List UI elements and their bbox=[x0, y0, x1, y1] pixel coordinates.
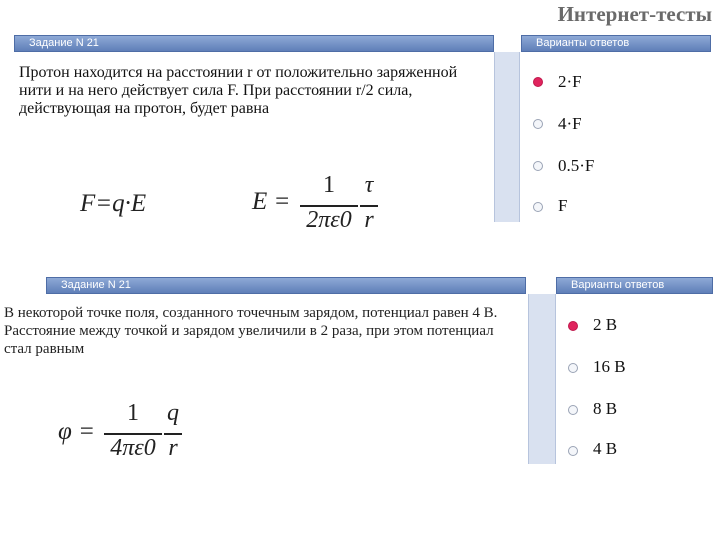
answer-radio-1-1[interactable] bbox=[533, 77, 543, 87]
task-header-1 bbox=[14, 35, 494, 52]
answer-option-1-1[interactable]: 2·F bbox=[558, 72, 582, 91]
fraction-bar bbox=[360, 205, 378, 207]
answer-radio-2-4[interactable] bbox=[568, 446, 578, 456]
fraction-bar bbox=[164, 433, 182, 435]
answers-header-2 bbox=[556, 277, 713, 294]
answer-option-2-2[interactable]: 16 В bbox=[593, 357, 626, 376]
answers-panel-1 bbox=[494, 52, 520, 222]
answer-radio-2-2[interactable] bbox=[568, 363, 578, 373]
answer-option-1-4[interactable]: F bbox=[558, 196, 568, 215]
task-label: Задание N 21 bbox=[29, 37, 99, 49]
formula-potential-lhs: φ = bbox=[58, 418, 95, 445]
fraction-denominator: 4πε0 bbox=[110, 435, 156, 461]
answer-radio-2-3[interactable] bbox=[568, 405, 578, 415]
fraction-denominator: 2πε0 bbox=[306, 207, 352, 233]
answer-radio-1-2[interactable] bbox=[533, 119, 543, 129]
fraction-2a bbox=[104, 400, 162, 462]
fraction-numerator: 1 bbox=[127, 400, 139, 426]
question-2: В некоторой точке поля, созданного точечным зарядом, потенциал равен 4 В. Расстояние между точкой и зарядом увеличили в 2 раза, при этом потенциал стал равным bbox=[4, 305, 498, 357]
task-header-2 bbox=[46, 277, 526, 294]
page-title: Интернет-тесты bbox=[557, 2, 712, 26]
fraction-1b bbox=[360, 172, 378, 234]
formula-force: F=q·E bbox=[80, 190, 147, 217]
answer-radio-1-4[interactable] bbox=[533, 202, 543, 212]
answers-label: Варианты ответов bbox=[536, 37, 630, 49]
fraction-1a bbox=[300, 172, 358, 234]
answers-panel-2 bbox=[528, 294, 556, 464]
answers-label: Варианты ответов bbox=[571, 279, 665, 291]
fraction-denominator: r bbox=[364, 207, 374, 233]
fraction-numerator: τ bbox=[364, 172, 374, 198]
fraction-2b bbox=[164, 400, 182, 462]
fraction-bar bbox=[300, 205, 358, 207]
answer-radio-2-1[interactable] bbox=[568, 321, 578, 331]
task-label: Задание N 21 bbox=[61, 279, 131, 291]
question-1: Протон находится на расстоянии r от положительно заряженной нити и на него действует сила F. При расстоянии r/2 сила, действующая на протон, будет равна bbox=[19, 64, 458, 117]
answer-option-2-1[interactable]: 2 В bbox=[593, 315, 618, 334]
answer-option-2-4[interactable]: 4 В bbox=[593, 439, 618, 458]
answer-radio-1-3[interactable] bbox=[533, 161, 543, 171]
answers-header-1 bbox=[521, 35, 711, 52]
fraction-numerator: 1 bbox=[323, 172, 335, 198]
answer-option-1-3[interactable]: 0.5·F bbox=[558, 156, 595, 175]
fraction-bar bbox=[104, 433, 162, 435]
answer-option-2-3[interactable]: 8 В bbox=[593, 399, 618, 418]
answer-option-1-2[interactable]: 4·F bbox=[558, 114, 582, 133]
fraction-numerator: q bbox=[167, 400, 179, 426]
fraction-denominator: r bbox=[168, 435, 178, 461]
formula-field-lhs: E = bbox=[252, 188, 291, 215]
